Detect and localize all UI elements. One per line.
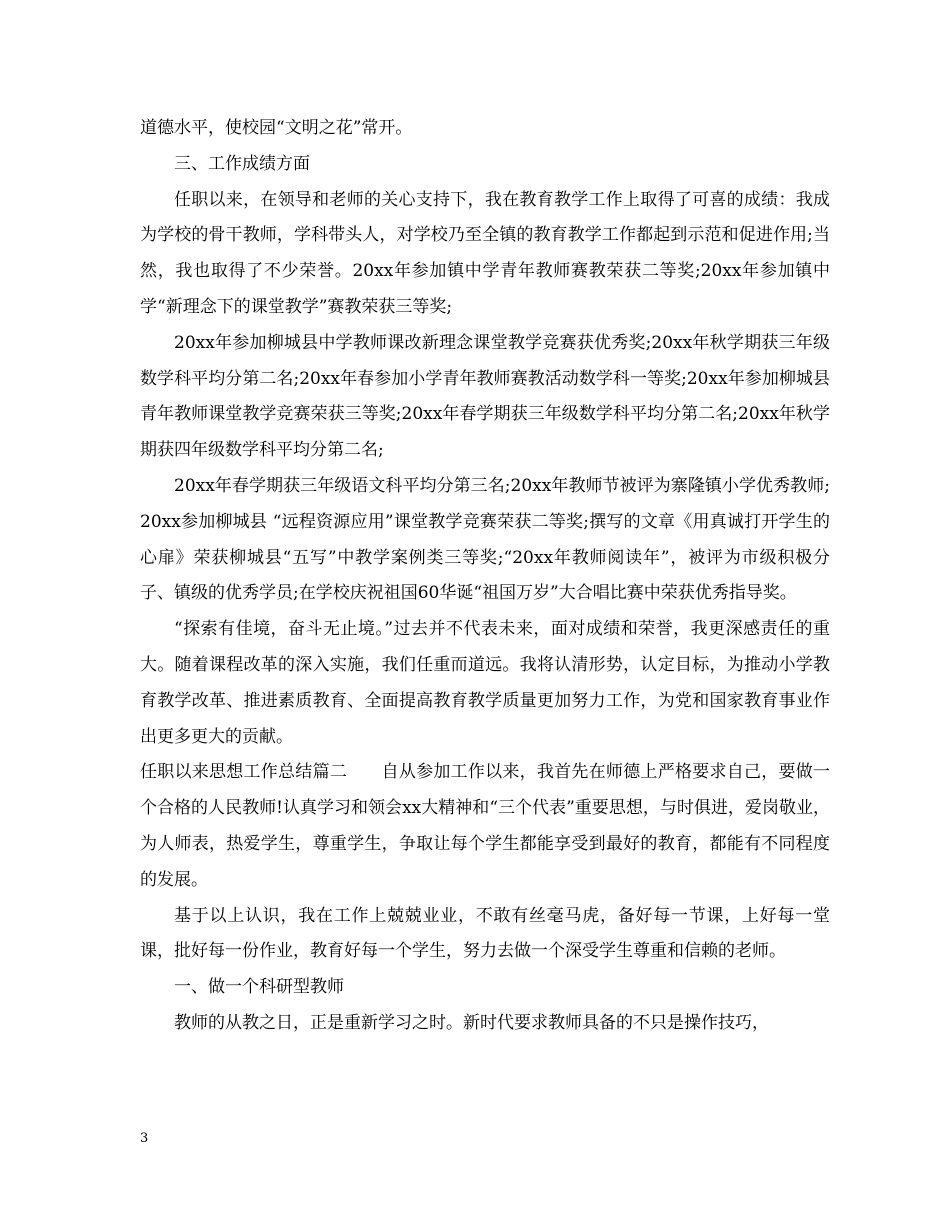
document-body — [140, 111, 830, 1042]
section-heading-work-achievements: 三、工作成绩方面 — [174, 153, 310, 174]
paragraph-7: 任职以来思想工作总结篇二 自从参加工作以来，我首先在师德上严格要求自己，要做一个合格的人民教师!认真学习和领会xx大精神和“三个代表”重要思想，与时俱进，爱岗敬业，为人师表，热爱学生，尊重学生，争取让每个学生都能享受到最好的教育，都能有不同程度的发展。 — [140, 762, 830, 890]
paragraph-4: 20xx年参加柳城县中学教师课改新理念课堂教学竞赛获优秀奖;20xx年秋学期获三年级数学科平均分第二名;20xx年春参加小学青年教师赛教活动数学科一等奖;20xx年参加柳城县青年教师课堂教学竞赛荣获三等奖;20xx年春学期获三年级数学科平均分第二名;20xx年秋学期获四年级数学科平均分第二名; — [140, 332, 830, 461]
paragraph-1: 道德水平，使校园“文明之花”常开。 — [140, 118, 413, 138]
paragraph-6: “探索有佳境，奋斗无止境。”过去并不代表未来，面对成绩和荣誉，我更深感责任的重大。随着课程改革的深入实施，我们任重而道远。我将认清形势，认定目标，为推动小学教育教学改革、推进素质教育、全面提高教育教学质量更加努力工作，为党和国家教育事业作出更多更大的贡献。 — [140, 619, 830, 747]
page-number: 3 — [140, 1131, 149, 1146]
paragraph-10: 教师的从教之日，正是重新学习之时。新时代要求教师具备的不只是操作技巧， — [174, 1012, 769, 1033]
paragraph-3: 任职以来，在领导和老师的关心支持下，我在教育教学工作上取得了可喜的成绩：我成为学校的骨干教师，学科带头人，对学校乃至全镇的教育教学工作都起到示范和促进作用;当然，我也取得了不少荣誉。20xx年参加镇中学青年教师赛教荣获二等奖;20xx年参加镇中学“新理念下的课堂教学”赛教荣获三等奖; — [140, 189, 830, 317]
paragraph-8: 基于以上认识，我在工作上兢兢业业，不敢有丝毫马虎，备好每一节课，上好每一堂课，批好每一份作业，教育好每一个学生，努力去做一个深受学生尊重和信赖的老师。 — [140, 905, 830, 962]
section-heading-research-teacher: 一、做一个科研型教师 — [174, 977, 344, 998]
paragraph-5: 20xx年春学期获三年级语文科平均分第三名;20xx年教师节被评为寨隆镇小学优秀教师; 20xx参加柳城县 “远程资源应用”课堂教学竞赛荣获二等奖;撰写的文章《用真诚打开学生的心扉》荣获柳城县“五写”中教学案例类三等奖;“20xx年教师阅读年”，被评为市级积极分子、镇级的优秀学员;在学校庆祝祖国60华诞“祖国万岁”大合唱比赛中荣获优秀指导奖。 — [140, 475, 830, 604]
